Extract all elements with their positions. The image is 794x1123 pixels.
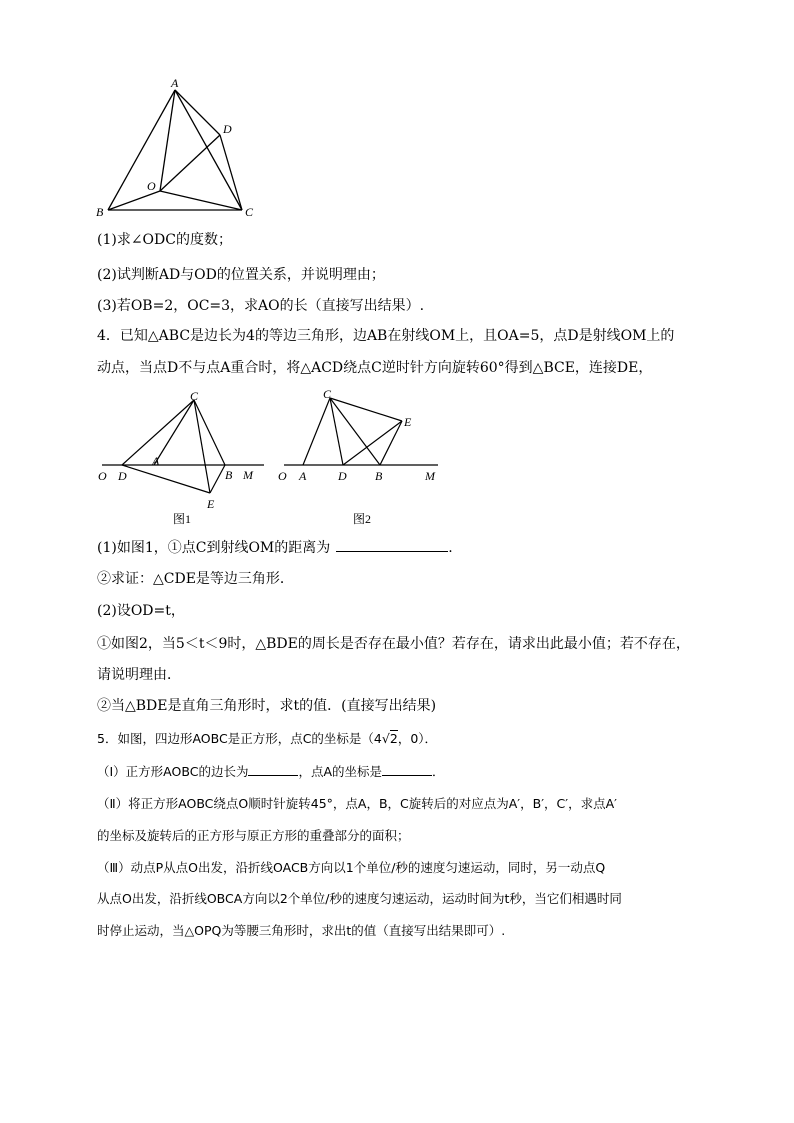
label-a: A	[171, 76, 179, 90]
q3-part3: (3)若OB=2，OC=3，求AO的长（直接写出结果）.	[97, 298, 425, 314]
q5-part-i-a: （Ⅰ）正方形AOBC的边长为	[97, 764, 249, 779]
label-c: C	[245, 205, 254, 219]
fig2-label-d: D	[338, 469, 347, 483]
figure-triangle-abc	[90, 74, 270, 224]
q4-part2: ②求证：△CDE是等边三角形．	[97, 571, 294, 587]
q4-part1	[97, 537, 453, 558]
answer-blank	[336, 537, 448, 552]
answer-blank-side	[248, 762, 298, 776]
q4-part4: ①如图2，当5＜t＜9时，△BDE的周长是否存在最小值？若存在，请求出此最小值；若不存在，	[97, 636, 690, 652]
q5-part-iii-line2: 从点O出发，沿折线OBCA方向以2个单位/秒的速度匀速运动，运动时间为t秒，当它们相遇时同	[97, 891, 622, 906]
q5-part-ii-line2: 的坐标及旋转后的正方形与原正方形的重叠部分的面积；	[97, 828, 410, 843]
q5-stem-sqrt: 2	[389, 731, 398, 746]
q4-part6: ②当△BDE是直角三角形时，求t的值．(直接写出结果)	[97, 698, 437, 714]
answer-blank-point-a	[382, 762, 432, 776]
label-o: O	[147, 179, 156, 193]
figure-1	[92, 388, 272, 528]
fig2-label-c: C	[323, 387, 332, 401]
q4-stem-line2: 动点，当点D不与点A重合时，将△ACD绕点C逆时针方向旋转60°得到△BCE，连接DE，	[97, 360, 653, 376]
q5-part-i-b: ，点A的坐标是	[298, 764, 383, 779]
q5-stem-a: 5．如图，四边形AOBC是正方形，点C的坐标是（4	[97, 731, 382, 746]
q5-part-ii-line1: （Ⅱ）将正方形AOBC绕点O顺时针旋转45°，点A，B，C旋转后的对应点为A′，B′，C′，求点A′	[97, 796, 618, 811]
q3-part2: (2)试判断AD与OD的位置关系，并说明理由；	[97, 267, 385, 283]
sqrt-symbol: √	[381, 731, 390, 746]
q5-part-i	[97, 762, 445, 782]
fig2-label-e: E	[404, 415, 412, 429]
q5-stem	[97, 729, 437, 749]
q4-part3: (2)设OD=t，	[97, 603, 185, 619]
q5-part-iii-line1: （Ⅲ）动点P从点O出发，沿折线OACB方向以1个单位/秒的速度匀速运动，同时，另一动点Q	[97, 860, 606, 875]
q4-stem-line1: 4．已知△ABC是边长为4的等边三角形，边AB在射线OM上，且OA=5，点D是射线OM上的	[97, 328, 675, 344]
fig1-label-c: C	[190, 389, 199, 403]
fig2-label-a: A	[299, 469, 307, 483]
fig2-label-o: O	[278, 469, 287, 483]
label-b: B	[96, 205, 104, 219]
fig1-label-a: A	[152, 454, 160, 468]
q5-part-i-c: ．	[432, 764, 445, 779]
fig1-label-b: B	[225, 468, 233, 482]
q5-stem-b: ，0）．	[397, 731, 438, 746]
q3-part1: (1)求∠ODC的度数；	[97, 232, 232, 248]
label-d: D	[223, 122, 232, 136]
q4-part1-end: .	[448, 540, 453, 556]
fig1-label-e: E	[207, 497, 215, 511]
figure-2	[272, 386, 448, 528]
fig1-label-m: M	[243, 468, 253, 482]
q5-part-iii-line3: 时停止运动，当△OPQ为等腰三角形时，求出t的值（直接写出结果即可）.	[97, 923, 506, 938]
fig1-caption: 图1	[173, 512, 192, 526]
fig2-label-b: B	[375, 469, 383, 483]
fig2-label-m: M	[425, 469, 435, 483]
fig1-label-d: D	[118, 469, 127, 483]
q4-part5: 请说明理由．	[97, 667, 181, 683]
fig1-label-o: O	[98, 469, 107, 483]
fig2-caption: 图2	[353, 512, 372, 526]
q4-part1-text: (1)如图1，①点C到射线OM的距离为	[97, 540, 331, 556]
